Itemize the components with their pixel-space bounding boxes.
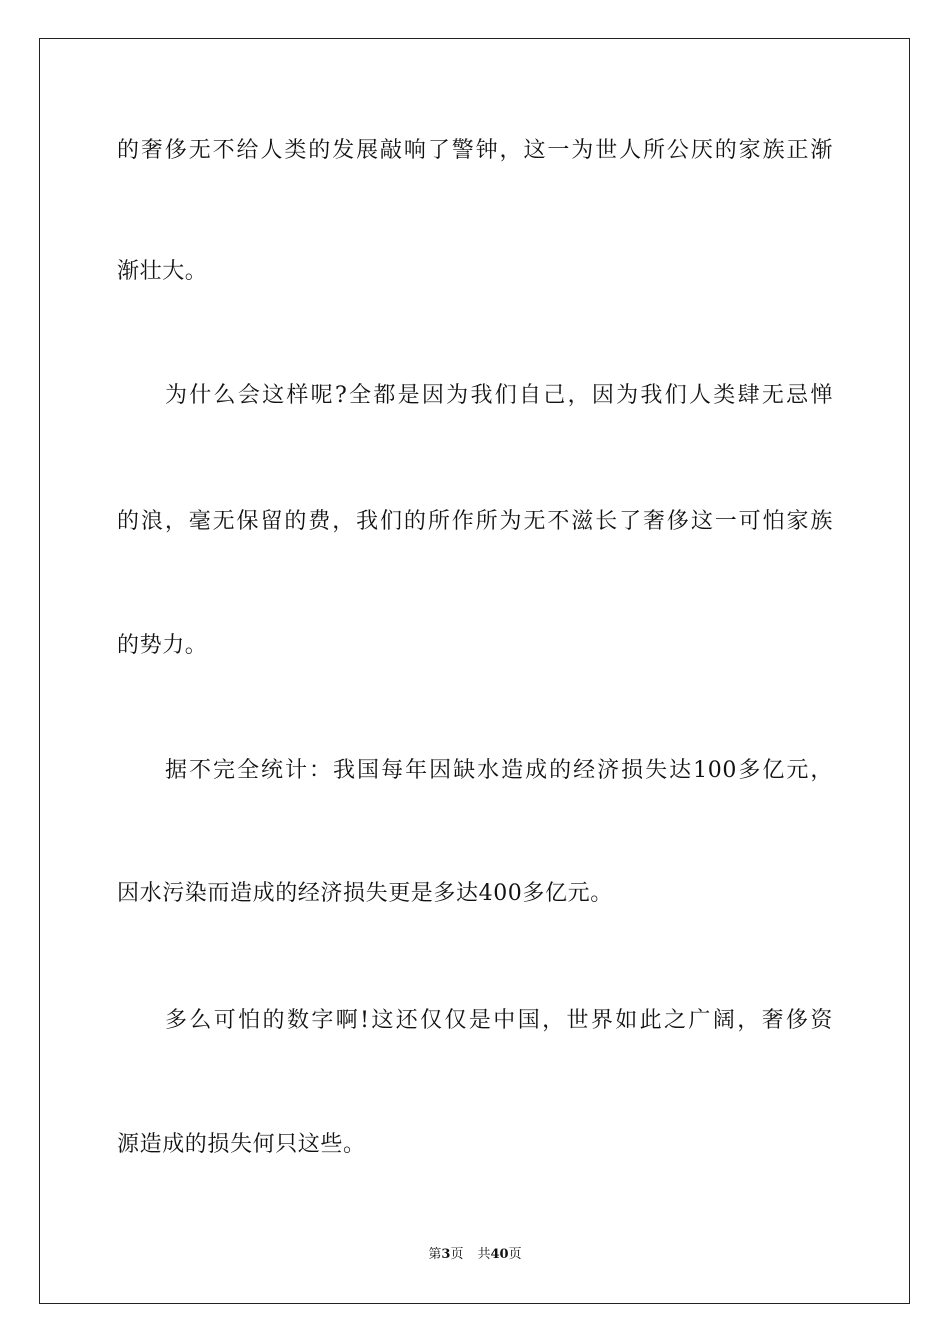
page-border xyxy=(39,38,910,1304)
page-prefix: 第 xyxy=(428,1247,442,1262)
total-prefix: 共 xyxy=(477,1247,491,1262)
paragraph-line: 多么可怕的数字啊!这还仅仅是中国，世界如此之广阔，奢侈资 xyxy=(165,1008,833,1033)
paragraph-line: 的浪，毫无保留的费，我们的所作所为无不滋长了奢侈这一可怕家族 xyxy=(117,509,833,534)
paragraph-line: 的势力。 xyxy=(117,633,208,658)
paragraph-line: 据不完全统计：我国每年因缺水造成的经济损失达100多亿元， xyxy=(165,758,833,783)
paragraph-line: 渐壮大。 xyxy=(117,259,208,284)
paragraph-line: 的奢侈无不给人类的发展敲响了警钟，这一为世人所公厌的家族正渐 xyxy=(117,138,833,163)
paragraph-line: 为什么会这样呢?全都是因为我们自己，因为我们人类肆无忌惮 xyxy=(165,383,833,408)
total-suffix: 页 xyxy=(508,1247,522,1262)
total-pages: 40 xyxy=(490,1247,509,1262)
paragraph-line: 因水污染而造成的经济损失更是多达400多亿元。 xyxy=(117,881,613,906)
page-footer xyxy=(0,1246,950,1264)
page-suffix: 页 xyxy=(450,1247,464,1262)
paragraph-line: 源造成的损失何只这些。 xyxy=(117,1132,366,1157)
page-number: 3 xyxy=(441,1247,451,1262)
